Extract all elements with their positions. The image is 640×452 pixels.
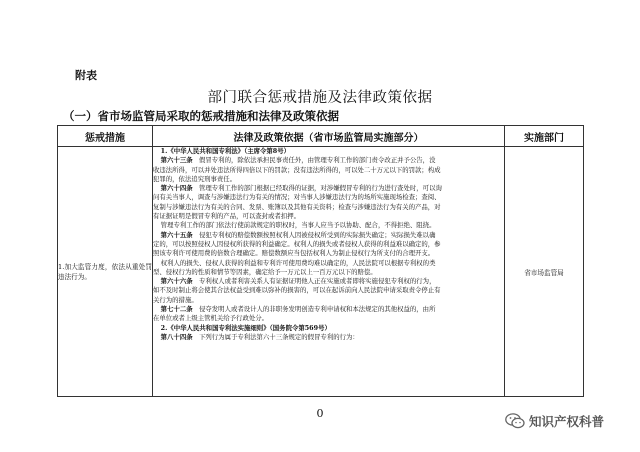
article-number: 第八十四条 (160, 332, 193, 341)
header-law-basis: 法律及政策依据（省市场监管局实施部分） (153, 126, 505, 147)
law-text-line (153, 305, 504, 314)
law-text-line (153, 259, 504, 268)
law-text: 如不及时制止将会使其合法权益受到难以弥补的损害的，可以在起诉前向人民法院申请采取责令停止有 (153, 286, 441, 295)
law-text: 侵夺发明人或者设计人的非职务发明创造专利申请权和本法规定的其他权益的，由所 (192, 305, 436, 314)
page-number: 0 (316, 407, 324, 420)
law-text-line (153, 277, 504, 286)
law-text-line (153, 240, 504, 249)
document-title: 部门联合惩戒措施及法律政策依据 (207, 90, 433, 106)
law-text-line (153, 231, 504, 240)
law-text-line (153, 249, 504, 258)
law-text: 定的，可以按照侵权人因侵权所获得的利益确定。权利人的损失或者侵权人获得的利益难以确定的，参 (153, 239, 441, 248)
law-text: 问有关当事人，调查与涉嫌违法行为有关的情况；对当事人涉嫌违法行为的场所实施现场检查；查阅、 (153, 193, 441, 202)
header-measure: 惩戒措施 (58, 126, 153, 147)
law-text: 管理专利工作的部门依法行使前款规定的职权时，当事人应当予以协助、配合，不得拒绝、阻挠。 (160, 221, 436, 230)
header-department: 实施部门 (505, 126, 584, 147)
law-text: 有证据证明是假冒专利的产品，可以查封或者扣押。 (153, 212, 300, 221)
law-text-line (153, 175, 504, 184)
law-text: 关行为的措施。 (153, 295, 198, 304)
law-text-line (153, 166, 504, 175)
law-text-line (153, 184, 504, 193)
law-text: 专利权人或者利害关系人有证据证明他人正在实施或者即将实施侵犯专利权的行为， (192, 277, 436, 286)
law-text-line (153, 221, 504, 230)
article-number: 第七十二条 (160, 305, 193, 314)
law-text-line (153, 147, 504, 156)
law-text-line (153, 333, 504, 342)
law-text-line (153, 193, 504, 202)
watermark (505, 412, 604, 430)
law-text: 1.《中华人民共和国专利法》（主席令第8号） (160, 147, 291, 155)
law-text-line (153, 268, 504, 277)
law-text: 照该专利许可使用费的倍数合理确定。赔偿数额应当包括权利人为制止侵权行为所支付的合理开支。 (153, 249, 435, 258)
law-text: 侵犯专利权的赔偿数额按照权利人因被侵权所受到的实际损失确定；实际损失难以确 (192, 230, 436, 239)
law-text: 型、侵权行为的性质和情节等因素，确定给予一万元以上一百万元以下的赔偿。 (153, 267, 377, 276)
law-text: 权利人的损失、侵权人获得的利益和专利许可使用费均难以确定的，人民法院可以根据专利权的类 (160, 258, 436, 267)
article-number: 第六十四条 (160, 184, 193, 193)
appendix-label: 附表 (75, 69, 97, 82)
table-header-row (58, 126, 584, 147)
table-row (58, 147, 584, 397)
law-text-line (153, 156, 504, 165)
law-text-line (153, 314, 504, 323)
law-text-line (153, 296, 504, 305)
watermark-text: 知识产权科普 (529, 414, 605, 429)
wechat-icon (505, 413, 525, 429)
law-text: 2.《中华人民共和国专利法实施细则》（国务院令第569号） (160, 323, 331, 332)
law-text-line (153, 203, 504, 212)
article-number: 第六十六条 (160, 277, 193, 286)
law-text: 在单位或者上级主管机关给予行政处分。 (153, 314, 269, 323)
law-text: 犯罪的，依法追究刑事责任。 (153, 174, 237, 183)
law-text-line (153, 286, 504, 295)
law-text: 假冒专利的，除依法承担民事责任外，由管理专利工作的部门责令改正并予公告，没 (192, 156, 436, 165)
law-text-line (153, 324, 504, 333)
section-subtitle: （一）省市场监管局采取的惩戒措施和法律及政策依据 (63, 109, 339, 123)
law-text: 管理专利工作的部门根据已经取得的证据，对涉嫌假冒专利的行为进行查处时，可以询 (192, 184, 442, 193)
law-text: 收违法所得，可以并处违法所得四倍以下的罚款；没有违法所得的，可以处二十万元以下的罚款；构成 (153, 165, 441, 174)
measures-table (57, 125, 584, 397)
law-text-line (153, 212, 504, 221)
law-text: 下列行为属于专利法第六十三条规定的假冒专利的行为： (192, 332, 359, 341)
measure-cell: 1.加大监管力度，依法从重处罚违法行为。 (58, 147, 153, 397)
article-number: 第六十三条 (160, 156, 193, 165)
department-cell: 省市场监管局 (505, 147, 584, 397)
article-number: 第六十五条 (160, 230, 193, 239)
law-basis-cell (153, 147, 505, 397)
law-text: 复制与涉嫌违法行为有关的合同、发票、账簿以及其他有关资料；检查与涉嫌违法行为有关的产品，对 (153, 202, 441, 211)
